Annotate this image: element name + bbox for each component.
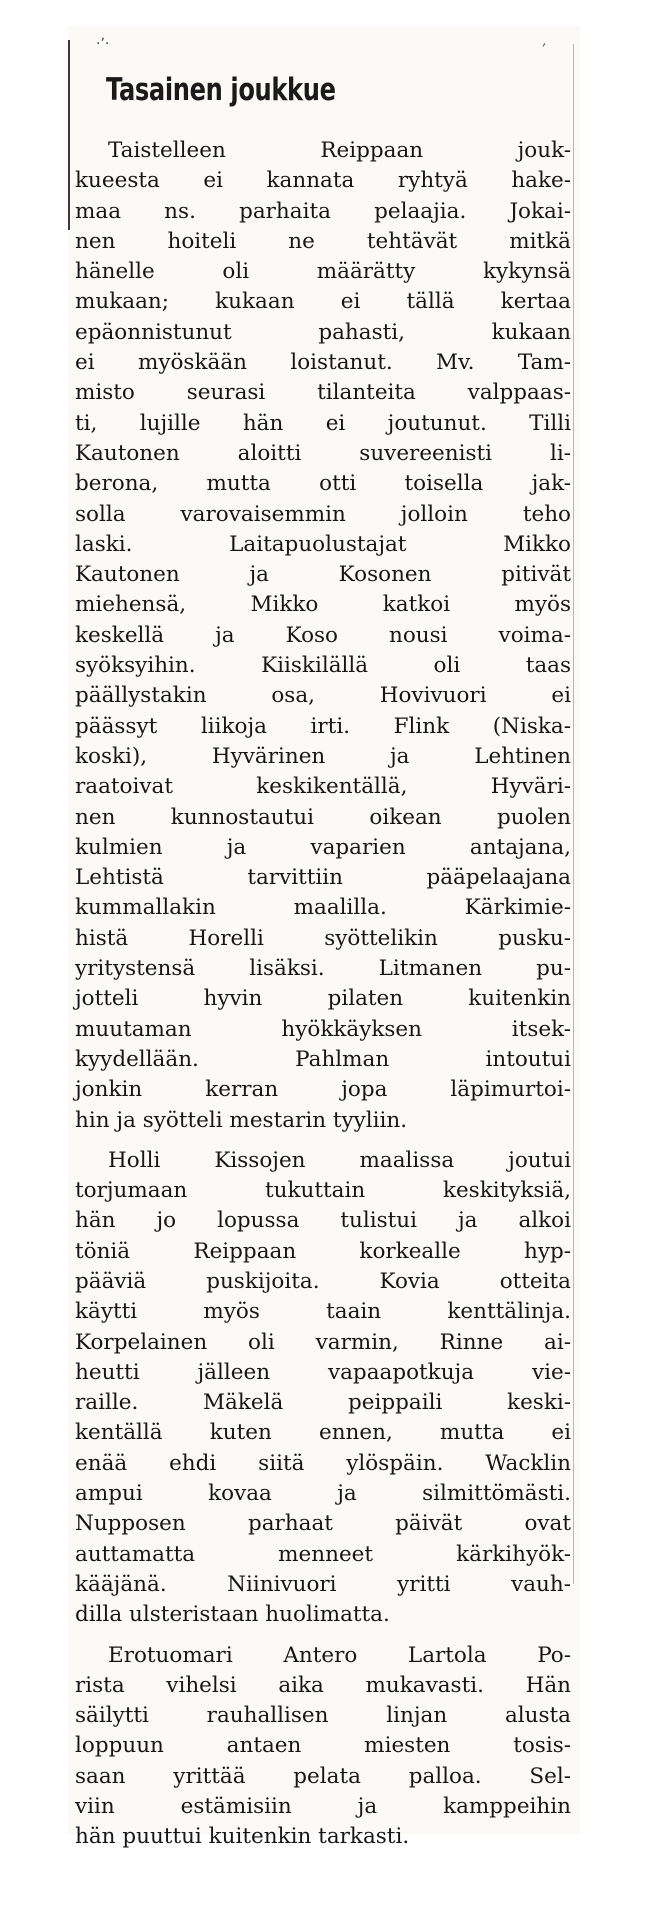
article-line: kulmien ja vaparien antajana,: [75, 834, 571, 860]
article-line: säilytti rauhallisen linjan alusta: [75, 1703, 571, 1729]
article-line: auttamatta menneet kärkihyök-: [75, 1541, 571, 1567]
ink-mark: ′: [542, 40, 546, 59]
article-line: jotteli hyvin pilaten kuitenkin: [75, 986, 571, 1012]
article-line: kummallakin maalilla. Kärkimie-: [75, 895, 571, 921]
article-line: torjumaan tukuttain keskityksiä,: [75, 1178, 571, 1204]
article-line: hän jo lopussa tulistui ja alkoi: [75, 1208, 571, 1234]
newspaper-clipping: [68, 26, 580, 1850]
article-line: enää ehdi siitä ylöspäin. Wacklin: [75, 1450, 571, 1476]
clipping-right-edge: [573, 44, 574, 1584]
article-body: [75, 136, 571, 1853]
article-paragraph: [75, 1641, 571, 1853]
article-line: Lehtistä tarvittiin pääpelaajana: [75, 865, 571, 891]
ink-mark: ·ʼ·: [96, 36, 110, 52]
article-line: hän puuttui kuitenkin tarkasti.: [75, 1824, 410, 1850]
article-line: pääviä puskijoita. Kovia otteita: [75, 1268, 571, 1294]
article-line: päällystakin osa, Hovivuori ei: [75, 683, 571, 709]
article-line: nen hoiteli ne tehtävät mitkä: [75, 228, 571, 254]
article-headline: Tasainen joukkue: [106, 72, 336, 108]
article-paragraph: [75, 1146, 571, 1631]
article-line: syöksyihin. Kiiskilällä oli taas: [75, 653, 571, 679]
article-line: muutaman hyökkäyksen itsek-: [75, 1016, 571, 1042]
article-line: laski. Laitapuolustajat Mikko: [75, 531, 571, 557]
article-line: töniä Reippaan korkealle hyp-: [75, 1238, 571, 1264]
article-line: saan yrittää pelata palloa. Sel-: [75, 1763, 571, 1789]
article-line: Kautonen ja Kosonen pitivät: [75, 562, 571, 588]
article-line: histä Horelli syöttelikin pusku-: [75, 925, 571, 951]
article-line: rista vihelsi aika mukavasti. Hän: [75, 1672, 571, 1698]
article-line: koski), Hyvärinen ja Lehtinen: [75, 743, 571, 769]
article-line: kääjänä. Niinivuori yritti vauh-: [75, 1571, 571, 1597]
article-line: dilla ulsteristaan huolimatta.: [75, 1602, 390, 1628]
article-line: loppuun antaen miesten tosis-: [75, 1733, 571, 1759]
article-line: Holli Kissojen maalissa joutui: [108, 1147, 571, 1173]
article-line: kentällä kuten ennen, mutta ei: [75, 1420, 571, 1446]
article-line: hin ja syötteli mestarin tyyliin.: [75, 1107, 408, 1133]
article-line: miehensä, Mikko katkoi myös: [75, 592, 571, 618]
article-paragraph: [75, 136, 571, 1136]
article-line: Korpelainen oli varmin, Rinne ai-: [75, 1329, 571, 1355]
article-line: berona, mutta otti toisella jak-: [75, 471, 571, 497]
article-line: maa ns. parhaita pelaajia. Jokai-: [75, 198, 571, 224]
article-line: päässyt liikoja irti. Flink (Niska-: [75, 713, 571, 739]
article-line: hänelle oli määrätty kykynsä: [75, 259, 571, 285]
article-line: jonkin kerran jopa läpimurtoi-: [75, 1077, 571, 1103]
article-line: raatoivat keskikentällä, Hyväri-: [75, 774, 571, 800]
article-line: Taistelleen Reippaan jouk-: [108, 138, 571, 163]
article-line: kueesta ei kannata ryhtyä hake-: [75, 168, 571, 194]
article-line: kyydellään. Pahlman intoutui: [75, 1046, 571, 1072]
article-line: solla varovaisemmin jolloin teho: [75, 501, 571, 527]
article-line: keskellä ja Koso nousi voima-: [75, 622, 571, 648]
article-line: ti, lujille hän ei joutunut. Tilli: [75, 410, 571, 436]
article-line: käytti myös taain kenttälinja.: [75, 1299, 571, 1325]
article-line: yritystensä lisäksi. Litmanen pu-: [75, 956, 571, 982]
article-line: nen kunnostautui oikean puolen: [75, 804, 571, 830]
article-line: raille. Mäkelä peippaili keski-: [75, 1390, 571, 1416]
clipping-left-edge: [68, 40, 70, 230]
article-line: Nupposen parhaat päivät ovat: [75, 1511, 571, 1537]
article-line: mukaan; kukaan ei tällä kertaa: [75, 289, 571, 315]
article-line: epäonnistunut pahasti, kukaan: [75, 319, 571, 345]
article-line: viin estämisiin ja kamppeihin: [75, 1794, 571, 1820]
article-line: misto seurasi tilanteita valppaas-: [75, 380, 571, 406]
article-line: heutti jälleen vapaapotkuja vie-: [75, 1359, 571, 1385]
article-line: ei myöskään loistanut. Mv. Tam-: [75, 350, 571, 376]
article-line: ampui kovaa ja silmittömästi.: [75, 1481, 571, 1507]
article-line: Erotuomari Antero Lartola Po-: [108, 1642, 571, 1668]
article-line: Kautonen aloitti suvereenisti li-: [75, 440, 571, 466]
